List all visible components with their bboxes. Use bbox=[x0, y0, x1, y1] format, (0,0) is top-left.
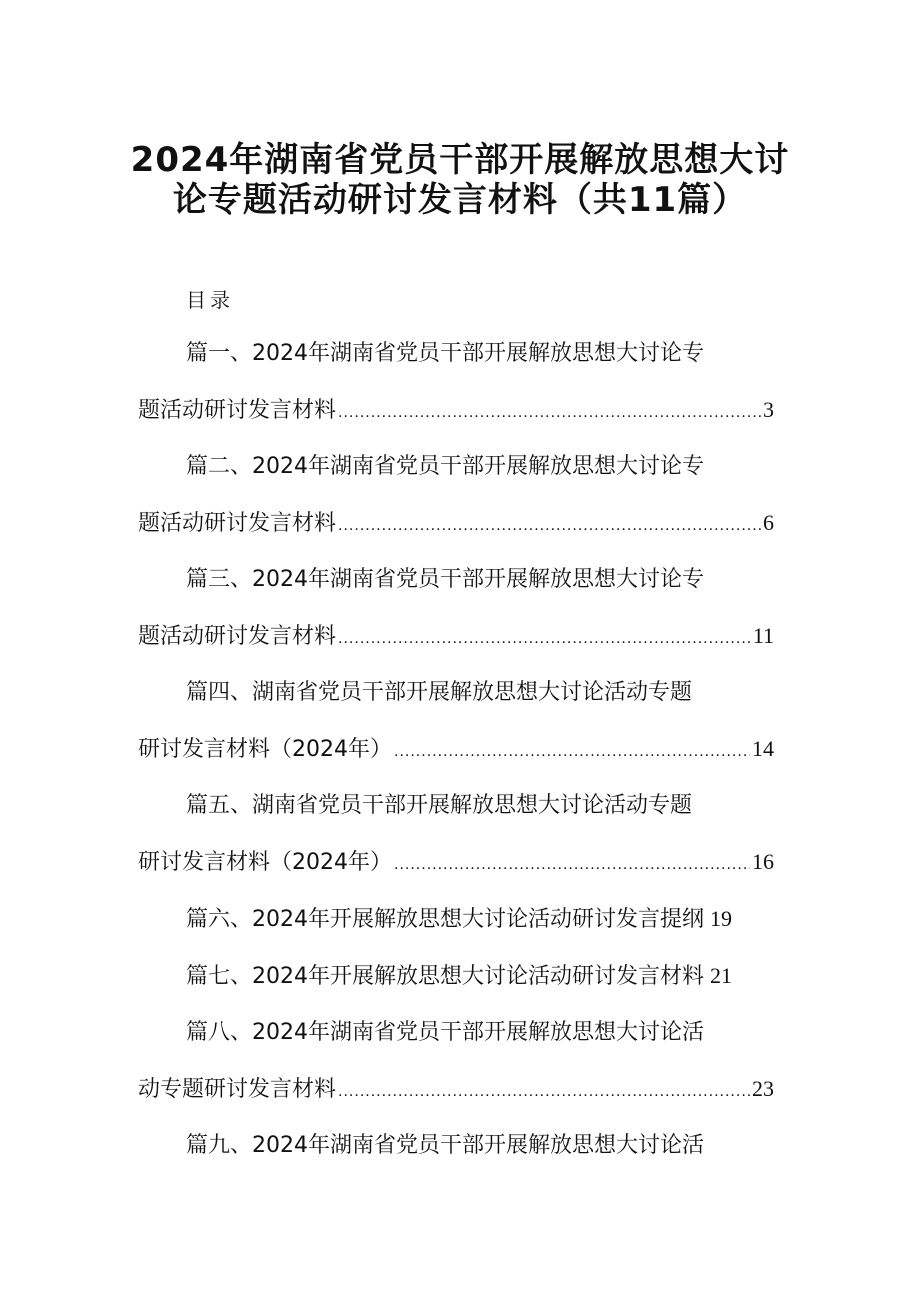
toc-entry-9-line-1[interactable] bbox=[186, 1130, 786, 1162]
toc-entry-text: 篇二、2024年湖南省党员干部开展解放思想大讨论专 bbox=[186, 454, 704, 479]
toc-entry-5-line-1[interactable] bbox=[186, 790, 786, 822]
toc-entry-5-line-2[interactable] bbox=[138, 846, 774, 881]
toc-entry-text: 研讨发言材料（2024年） bbox=[138, 850, 392, 875]
toc-entry-3-line-2[interactable] bbox=[138, 620, 774, 655]
dot-leader bbox=[338, 510, 761, 542]
toc-entry-text: 篇八、2024年湖南省党员干部开展解放思想大讨论活 bbox=[186, 1020, 704, 1045]
toc-entry-text: 动专题研讨发言材料 bbox=[138, 1077, 337, 1102]
toc-entry-text: 篇四、湖南省党员干部开展解放思想大讨论活动专题 bbox=[186, 680, 693, 705]
toc-entry-8-line-2[interactable] bbox=[138, 1073, 774, 1108]
document-title-line-2: 论专题活动研讨发言材料（共11篇） bbox=[172, 180, 748, 220]
toc-entry-text: 篇一、2024年湖南省党员干部开展解放思想大讨论专 bbox=[186, 341, 704, 366]
toc-page-number: 3 bbox=[763, 397, 774, 422]
toc-entry-text: 题活动研讨发言材料 bbox=[138, 624, 337, 649]
toc-entry-text: 篇七、2024年开展解放思想大讨论活动研讨发言材料 bbox=[186, 964, 704, 989]
toc-page-number: 21 bbox=[710, 963, 732, 988]
toc-heading: 目录 bbox=[186, 288, 234, 312]
toc-entry-text: 篇九、2024年湖南省党员干部开展解放思想大讨论活 bbox=[186, 1133, 704, 1158]
toc-entry-7[interactable] bbox=[186, 960, 786, 993]
toc-entry-text: 篇三、2024年湖南省党员干部开展解放思想大讨论专 bbox=[186, 567, 704, 592]
dot-leader bbox=[394, 736, 750, 768]
toc-entry-1-line-1[interactable] bbox=[186, 338, 786, 370]
toc-entry-text: 篇六、2024年开展解放思想大讨论活动研讨发言提纲 bbox=[186, 907, 704, 932]
toc-page-number: 11 bbox=[752, 623, 774, 648]
toc-entry-text: 篇五、湖南省党员干部开展解放思想大讨论活动专题 bbox=[186, 793, 693, 818]
toc-page-number: 14 bbox=[752, 736, 774, 761]
dot-leader bbox=[338, 623, 751, 655]
toc-entry-text: 题活动研讨发言材料 bbox=[138, 511, 337, 536]
toc-entry-text: 题活动研讨发言材料 bbox=[138, 398, 337, 423]
toc-entry-1-line-2[interactable] bbox=[138, 394, 774, 429]
toc-page-number: 6 bbox=[763, 510, 774, 535]
toc-entry-4-line-2[interactable] bbox=[138, 733, 774, 768]
toc-entry-4-line-1[interactable] bbox=[186, 677, 786, 709]
toc-page-number: 16 bbox=[752, 849, 774, 874]
dot-leader bbox=[338, 1076, 750, 1108]
toc-entry-6[interactable] bbox=[186, 903, 786, 936]
document-title-line-1: 2024年湖南省党员干部开展解放思想大讨 bbox=[130, 140, 790, 180]
toc-page-number: 19 bbox=[710, 906, 732, 931]
toc-entry-3-line-1[interactable] bbox=[186, 564, 786, 596]
dot-leader bbox=[394, 849, 750, 881]
dot-leader bbox=[338, 397, 761, 429]
toc-entry-8-line-1[interactable] bbox=[186, 1017, 786, 1049]
toc-entry-text: 研讨发言材料（2024年） bbox=[138, 737, 392, 762]
toc-entry-2-line-2[interactable] bbox=[138, 507, 774, 542]
toc-entry-2-line-1[interactable] bbox=[186, 451, 786, 483]
toc-page-number: 23 bbox=[752, 1076, 774, 1101]
